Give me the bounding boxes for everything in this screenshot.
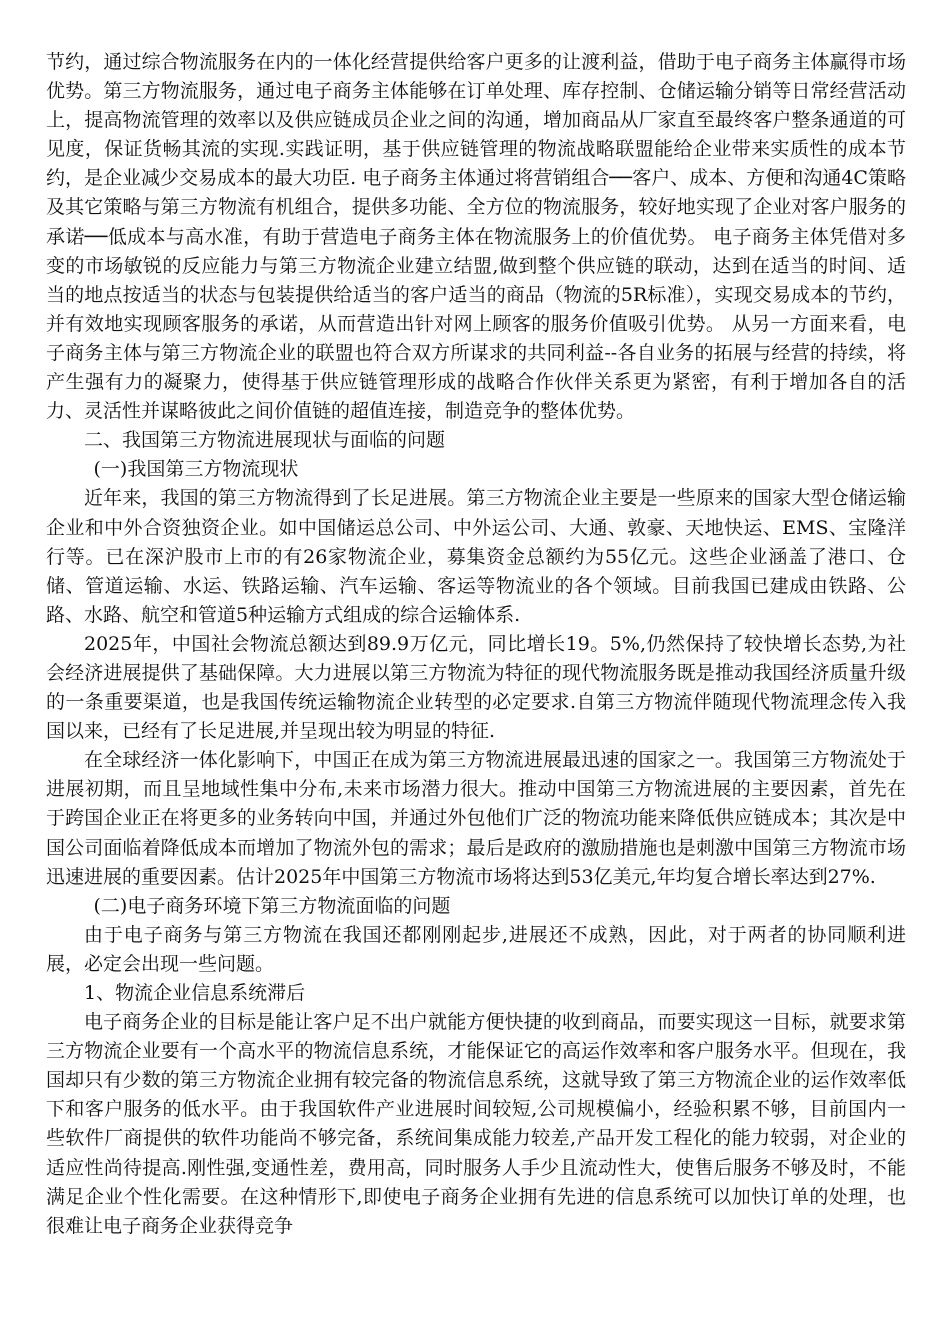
body-paragraph: 2025年，中国社会物流总额达到89.9万亿元，同比增长19。5%,仍然保持了较快增长态势,为社会经济进展提供了基础保障。大力进展以第三方物流为特征的现代物流服务既是推动我国经济质量升级的一条重要渠道，也是我国传统运输物流企业转型的必定要求.自第三方物流伴随现代物流理念传入我国以来，已经有了长足进展,并呈现出较为明显的特征.	[46, 632, 906, 743]
paragraph-continued: 节约，通过综合物流服务在内的一体化经营提供给客户更多的让渡利益，借助于电子商务主体赢得市场优势。第三方物流服务，通过电子商务主体能够在订单处理、库存控制、仓储运输分销等日常经营活动上，提高物流管理的效率以及供应链成员企业之间的沟通，增加商品从厂家直至最终客户整条通道的可见度，保证货畅其流的实现.实践证明，基于供应链管理的物流战略联盟能给企业带来实质性的成本节约，是企业减少交易成本的最大功臣. 电子商务主体通过将营销组合──客户、成本、方便和沟通4C策略及其它策略与第三方物流有机组合，提供多功能、全方位的物流服务，较好地实现了企业对客户服务的承诺──低成本与高水准，有助于营造电子商务主体在物流服务上的价值优势。 电子商务主体凭借对多变的市场敏锐的反应能力与第三方物流企业建立结盟,做到整个供应链的联动，达到在适当的时间、适当的地点按适当的状态与包装提供给适当的客户适当的商品（物流的5R标准），实现交易成本的节约，并有效地实现顾客服务的承诺，从而营造出针对网上顾客的服务价值吸引优势。 从另一方面来看，电子商务主体与第三方物流企业的联盟也符合双方所谋求的共同利益--各自业务的拓展与经营的持续，将产生强有力的凝聚力，使得基于供应链管理形成的战略合作伙伴关系更为紧密，有利于增加各自的活力、灵活性并谋略彼此之间价值链的超值连接，制造竞争的整体优势。	[46, 51, 906, 423]
subsection-heading: (一)我国第三方物流现状	[93, 458, 299, 481]
body-paragraph: 由于电子商务与第三方物流在我国还都刚刚起步,进展还不成熟，因此，对于两者的协同顺利进展，必定会出现一些问题。	[46, 923, 906, 975]
section-heading: 二、我国第三方物流进展现状与面临的问题	[84, 429, 446, 452]
body-paragraph: 近年来，我国的第三方物流得到了长足进展。第三方物流企业主要是一些原来的国家大型仓储运输企业和中外合资独资企业。如中国储运总公司、中外运公司、大通、敦豪、天地快运、EMS、宝隆洋行等。已在深沪股市上市的有26家物流企业，募集资金总额约为55亿元。这些企业涵盖了港口、仓储、管道运输、水运、铁路运输、汽车运输、客运等物流业的各个领域。目前我国已建成由铁路、公路、水路、航空和管道5种运输方式组成的综合运输体系.	[46, 487, 906, 626]
subsection-heading: (二)电子商务环境下第三方物流面临的问题	[93, 894, 451, 917]
body-paragraph: 电子商务企业的目标是能让客户足不出户就能方便快捷的收到商品，而要实现这一目标，就要求第三方物流企业要有一个高水平的物流信息系统，才能保证它的高运作效率和客户服务水平。但现在，我国却只有少数的第三方物流企业拥有较完备的物流信息系统，这就导致了第三方物流企业的运作效率低下和客户服务的低水平。由于我国软件产业进展时间较短,公司规模偏小，经验积累不够，目前国内一些软件厂商提供的软件功能尚不够完备，系统间集成能力较差,产品开发工程化的能力较弱，对企业的适应性尚待提高.刚性强,变通性差，费用高，同时服务人手少且流动性大，使售后服务不够及时，不能满足企业个性化需要。在这种情形下,即使电子商务企业拥有先进的信息系统可以加快订单的处理，也很难让电子商务企业获得竞争	[46, 1011, 906, 1237]
item-heading: 1、物流企业信息系统滞后	[84, 982, 306, 1004]
body-paragraph: 在全球经济一体化影响下，中国正在成为第三方物流进展最迅速的国家之一。我国第三方物流处于进展初期，而且呈地域性集中分布,未来市场潜力很大。推动中国第三方物流进展的主要因素，首先在于跨国企业正在将更多的业务转向中国，并通过外包他们广泛的物流功能来降低供应链成本；其次是中国公司面临着降低成本而增加了物流外包的需求；最后是政府的激励措施也是刺激中国第三方物流市场迅速进展的重要因素。估计2025年中国第三方物流市场将达到53亿美元,年均复合增长率达到27%.	[46, 749, 906, 888]
